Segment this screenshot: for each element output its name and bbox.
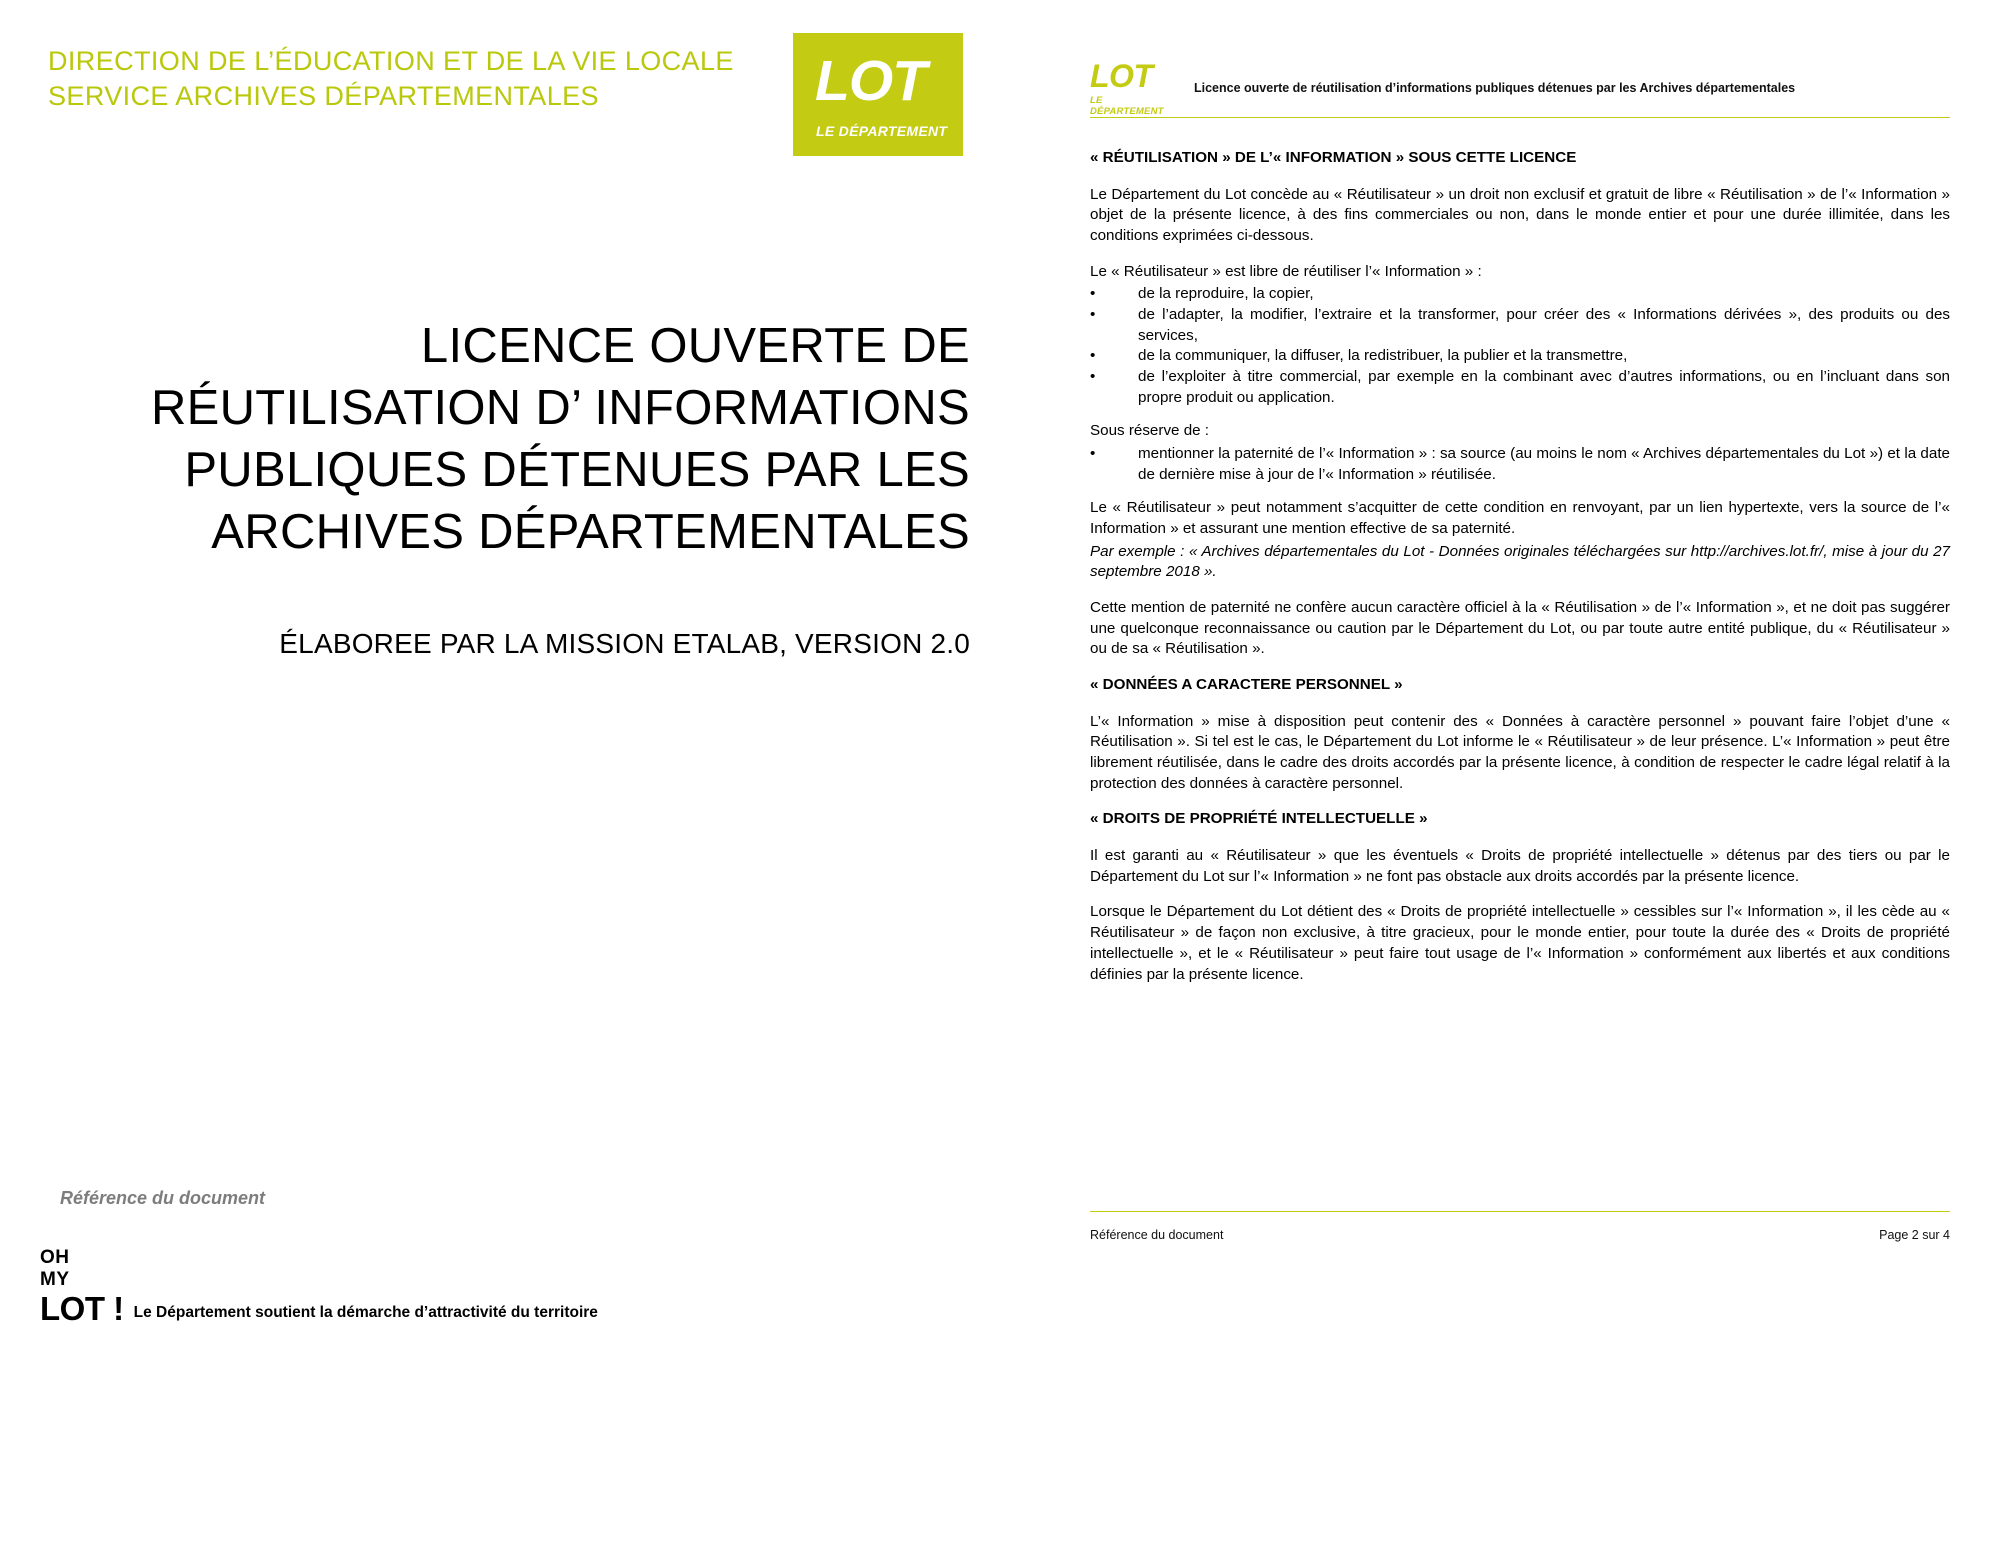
spacer — [1090, 485, 1950, 498]
lot-logo-subtitle: LE DÉPARTEMENT — [816, 123, 948, 139]
footer-page-number: Page 2 sur 4 — [1879, 1228, 1950, 1242]
content-page-header-title: Licence ouverte de réutilisation d’informations publiques détenues par les Archives départementales — [1194, 80, 1796, 95]
section-heading-donnees-personnel: « DONNÉES A CARACTERE PERSONNEL » — [1090, 676, 1403, 694]
page-title: LICENCE OUVERTE DE RÉUTILISATION D’ INFORMATIONS PUBLIQUES DÉTENUES PAR LES ARCHIVES DÉPARTEMENTALES — [150, 318, 970, 560]
paragraph-s1-example: Par exemple : « Archives départementales du Lot - Données originales téléchargées sur http://archives.lot.fr/, mise à jour du 27 septembre 2018 ». — [1090, 542, 1950, 581]
list-item — [1090, 284, 1950, 305]
spacer — [1090, 408, 1950, 421]
list-item — [1090, 367, 1950, 408]
list-item — [1090, 444, 1950, 485]
oh-my-lot-wordmark — [40, 1248, 124, 1325]
paragraph-s2-p1: L’« Information » mise à disposition peut contenir des « Données à caractère personnel » pouvant faire l’objet d’une « Réutilisation ». Si tel est le cas, le Département du Lot informe le « Réutilisateur » de leur présence. L’« Information » peut être librement réutilisée, dans le cadre des droits accordés par la présente licence, à condition de respecter le cadre légal relatif à la protection des données à caractère personnel. — [1090, 712, 1950, 792]
lot-department-logo — [793, 33, 963, 156]
cover-page — [0, 0, 1040, 1340]
page-subtitle: ÉLABOREE PAR LA MISSION ETALAB, VERSION 2.0 — [279, 628, 970, 659]
list-item-text: de l’adapter, la modifier, l’extraire et la transformer, pour créer des « Informations dérivées », des produits ou des services, — [1138, 306, 1950, 344]
paragraph-s1-p2: Le « Réutilisateur » est libre de réutiliser l’« Information » : — [1090, 262, 1482, 280]
cover-department-header — [48, 44, 748, 113]
content-page — [1040, 0, 2000, 1340]
list-item-text: de l’exploiter à titre commercial, par exemple en la combinant avec d’autres informations, ou en l’incluant dans son propre produit ou application. — [1138, 368, 1950, 406]
list-item — [1090, 305, 1950, 346]
header-divider — [1090, 117, 1950, 118]
paragraph-s1-p3: Sous réserve de : — [1090, 422, 1210, 440]
oh-my-lot-line-1: OH — [40, 1247, 70, 1268]
lot-logo-subtitle-small: LE DÉPARTEMENT — [1090, 95, 1164, 117]
paragraph-s3-p2: Lorsque le Département du Lot détient des « Droits de propriété intellectuelle » cessibles sur l’« Information », il les cède au « Réutilisateur » de façon non exclusive, à titre gracieux, pour le monde entier, pour toute la durée des « Droits de propriété intellectuelle », et le « Réutilisateur » peut faire tout usage de l’« Information » conformément aux libertés et aux conditions définies par la présente licence. — [1090, 903, 1950, 983]
bullet-icon: • — [1090, 285, 1096, 303]
bullet-icon: • — [1090, 368, 1096, 386]
list-item — [1090, 346, 1950, 367]
lot-logo-wordmark: LOT — [815, 49, 926, 113]
document-body — [1090, 148, 1950, 1000]
paragraph-s1-p4: Le « Réutilisateur » peut notamment s’acquitter de cette condition en renvoyant, par un lien hypertexte, vers la source de l’« Information » et assurant une mention effective de sa paternité. — [1090, 499, 1950, 538]
oh-my-lot-line-3: LOT ! — [40, 1290, 124, 1327]
oh-my-lot-tagline: Le Département soutient la démarche d’attractivité du territoire — [133, 1304, 598, 1321]
oh-my-lot-line-2: MY — [40, 1269, 70, 1290]
list-item-text: mentionner la paternité de l’« Information » : sa source (au moins le nom « Archives départementales du Lot ») et la date de dernière mise à jour de l’« Information » réutilisée. — [1138, 445, 1950, 483]
cover-header-line-2: SERVICE ARCHIVES DÉPARTEMENTALES — [48, 80, 599, 111]
paragraph-s3-p1: Il est garanti au « Réutilisateur » que les éventuels « Droits de propriété intellectuelle » détenus par des tiers ou par le Département du Lot sur l’« Information » ne font pas obstacle aux droits accordés par la présente licence. — [1090, 847, 1950, 885]
paragraph-s1-p6: Cette mention de paternité ne confère aucun caractère officiel à la « Réutilisation » de l’« Information », et ne doit pas suggérer une quelconque reconnaissance ou caution par le Département du Lot, ou par toute autre entité publique, du « Réutilisateur » ou de sa « Réutilisation ». — [1090, 599, 1950, 658]
page-footer — [1090, 1228, 1950, 1242]
bullet-icon: • — [1090, 347, 1096, 365]
list-item-text: de la communiquer, la diffuser, la redistribuer, la publier et la transmettre, — [1138, 347, 1628, 365]
cover-header-line-1: DIRECTION DE L’ÉDUCATION ET DE LA VIE LOCALE — [48, 46, 734, 76]
footer-divider — [1090, 1211, 1950, 1212]
footer-reference: Référence du document — [1090, 1228, 1224, 1242]
section-heading-reutilisation: « RÉUTILISATION » DE L’« INFORMATION » SOUS CETTE LICENCE — [1090, 149, 1577, 166]
bullet-icon: • — [1090, 306, 1096, 324]
bullet-icon: • — [1090, 445, 1096, 463]
list-item-text: de la reproduire, la copier, — [1138, 285, 1314, 303]
section-heading-propriete-intellectuelle: « DROITS DE PROPRIÉTÉ INTELLECTUELLE » — [1090, 810, 1428, 828]
lot-logo-wordmark-small: LOT — [1090, 58, 1153, 94]
document-reference-label: Référence du document — [60, 1188, 266, 1208]
oh-my-lot-logo — [40, 1248, 598, 1325]
lot-department-logo-small — [1090, 60, 1178, 117]
content-page-header — [1090, 60, 1950, 117]
paragraph-s1-p1: Le Département du Lot concède au « Réutilisateur » un droit non exclusif et gratuit de libre « Réutilisation » de l’« Information » objet de la présente licence, à des fins commerciales ou non, dans le monde entier et pour une durée illimitée, dans les conditions exprimées ci-dessous. — [1090, 185, 1950, 245]
